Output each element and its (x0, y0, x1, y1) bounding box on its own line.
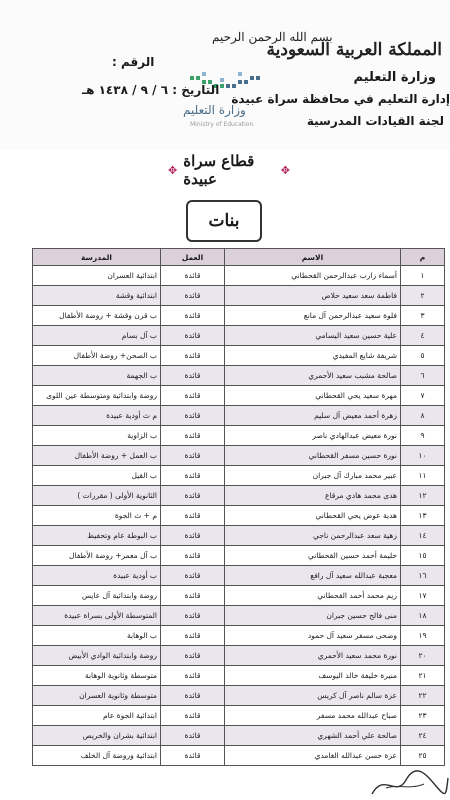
row-school: ب البوطة عام وتحفيظ (33, 526, 161, 546)
table-row (33, 306, 445, 326)
letterhead (0, 0, 450, 150)
row-school: ابتدائية وقشة (33, 286, 161, 306)
row-work: قائدة (161, 726, 225, 746)
row-school: ب آل معمر+ روضة الأطفال (33, 546, 161, 566)
ministry-logo-english: Ministry of Education (190, 121, 254, 128)
row-number: ٣ (401, 306, 445, 326)
row-work: قائدة (161, 646, 225, 666)
row-number: ٦ (401, 366, 445, 386)
row-number: ١١ (401, 466, 445, 486)
row-school: ب العمل + روضة الأطفال (33, 446, 161, 466)
row-school: ابتدائية الجوة عام (33, 706, 161, 726)
row-work: قائدة (161, 386, 225, 406)
header-num: م (401, 249, 445, 266)
row-number: ٢١ (401, 666, 445, 686)
signature-icon (366, 768, 450, 800)
row-work: قائدة (161, 586, 225, 606)
row-name: منى فالح حسين جبران (225, 606, 401, 626)
row-name: هدى محمد هادي مرقاع (225, 486, 401, 506)
committee-title: لجنة القيادات المدرسية (306, 114, 444, 128)
row-work: قائدة (161, 506, 225, 526)
row-school: روضة وابتدائية ومتوسطة عين اللوى (33, 386, 161, 406)
row-number: ١٩ (401, 626, 445, 646)
row-name: زهرة أحمد معيض آل سليم (225, 406, 401, 426)
row-name: معجبة عبدالله سعيد آل رافع (225, 566, 401, 586)
row-name: حليمة أحمد حسين القحطاني (225, 546, 401, 566)
row-work: قائدة (161, 706, 225, 726)
row-school: متوسطة وثانوية العسران (33, 686, 161, 706)
row-work: قائدة (161, 546, 225, 566)
row-work: قائدة (161, 566, 225, 586)
row-number: ١٨ (401, 606, 445, 626)
table-row (33, 546, 445, 566)
header-work: العمل (161, 249, 225, 266)
directorate-title: إدارة التعليم في محافظة سراة عبيدة (231, 92, 450, 106)
row-work: قائدة (161, 406, 225, 426)
row-work: قائدة (161, 486, 225, 506)
table-row (33, 286, 445, 306)
row-work: قائدة (161, 306, 225, 326)
sector-title-text: قطاع سراة عبيدة (183, 152, 255, 188)
row-name: فلوة سعيد عبدالرحمن آل مانع (225, 306, 401, 326)
row-name: علية حسين سعيد اليسامي (225, 326, 401, 346)
ornament-icon: ✥ (280, 163, 290, 177)
row-number: ١٧ (401, 586, 445, 606)
table-row (33, 426, 445, 446)
row-number: ١٥ (401, 546, 445, 566)
row-school: ب الصحن+ روضة الأطفال (33, 346, 161, 366)
leaders-table (32, 248, 445, 766)
document-date: التاريخ : ٦ / ٩ / ١٤٣٨ هـ (82, 83, 220, 97)
row-number: ١٠ (401, 446, 445, 466)
row-work: قائدة (161, 466, 225, 486)
bismillah-calligraphy: بسم الله الرحمن الرحيم (212, 30, 333, 44)
row-work: قائدة (161, 326, 225, 346)
table-row (33, 646, 445, 666)
row-school: م ث أودية عبيدة (33, 406, 161, 426)
row-name: أسماء زارب عبدالرحمن القحطاني (225, 266, 401, 286)
table-row (33, 326, 445, 346)
row-number: ٢٣ (401, 706, 445, 726)
row-work: قائدة (161, 686, 225, 706)
table-row (33, 666, 445, 686)
row-name: صالحة مشبب سعيد الأحمري (225, 366, 401, 386)
ornament-icon: ✥ (168, 163, 178, 177)
row-number: ٨ (401, 406, 445, 426)
row-number: ٢٥ (401, 746, 445, 766)
row-school: ابتدائية وروضة آل الخلف (33, 746, 161, 766)
row-name: ريم محمد أحمد القحطاني (225, 586, 401, 606)
row-number: ٢٤ (401, 726, 445, 746)
table-row (33, 606, 445, 626)
row-work: قائدة (161, 746, 225, 766)
table-row (33, 266, 445, 286)
row-name: شريفة شايع المفيدي (225, 346, 401, 366)
row-name: نورة معيض عبدالهادي ناصر (225, 426, 401, 446)
reference-number-label: الرقم : (112, 55, 155, 69)
row-school: المتوسطة الأولى بسراة عبيدة (33, 606, 161, 626)
row-work: قائدة (161, 446, 225, 466)
row-name: وضحى مسفر سعيد آل حمود (225, 626, 401, 646)
row-name: صالحة علي أحمد الشهري (225, 726, 401, 746)
row-name: عزة سالم ناصر آل كريس (225, 686, 401, 706)
row-name: فاطمة سعد سعيد حلاص (225, 286, 401, 306)
row-number: ١ (401, 266, 445, 286)
row-number: ١٤ (401, 526, 445, 546)
row-school: ب آل بسام (33, 326, 161, 346)
table-row (33, 686, 445, 706)
table-row (33, 706, 445, 726)
row-school: الثانوية الأولى ( مقررات ) (33, 486, 161, 506)
row-name: عبير محمد مبارك آل جبران (225, 466, 401, 486)
row-work: قائدة (161, 426, 225, 446)
row-number: ١٦ (401, 566, 445, 586)
row-school: م + ث الجوة (33, 506, 161, 526)
row-school: ب الوهابة (33, 626, 161, 646)
row-school: ب القيل (33, 466, 161, 486)
gender-label-box: بنات (186, 200, 262, 242)
ministry-logo-arabic: وزارة التعليم (183, 103, 246, 117)
row-name: نورة حسين مسفر القحطاني (225, 446, 401, 466)
table-row (33, 586, 445, 606)
row-name: نورة محمد سعيد الأحمري (225, 646, 401, 666)
row-name: عزة حسن عبدالله الغامدي (225, 746, 401, 766)
row-work: قائدة (161, 366, 225, 386)
table-row (33, 366, 445, 386)
table-row (33, 346, 445, 366)
row-work: قائدة (161, 626, 225, 646)
row-school: ب أودية عبيدة (33, 566, 161, 586)
table-row (33, 526, 445, 546)
row-number: ٩ (401, 426, 445, 446)
table-row (33, 626, 445, 646)
row-number: ٥ (401, 346, 445, 366)
table-row (33, 446, 445, 466)
row-school: متوسطة وثانوية الوهابة (33, 666, 161, 686)
table-row (33, 726, 445, 746)
row-number: ٢٠ (401, 646, 445, 666)
table-row (33, 386, 445, 406)
header-school: المدرسة (33, 249, 161, 266)
table-header-row (33, 249, 445, 266)
row-number: ٢ (401, 286, 445, 306)
row-number: ٢٢ (401, 686, 445, 706)
row-school: روضة وابتدائية الوادي الأبيض (33, 646, 161, 666)
table-row (33, 566, 445, 586)
row-work: قائدة (161, 666, 225, 686)
row-school: ابتدائية بشران والخريص (33, 726, 161, 746)
row-school: روضة وابتدائية آل عايس (33, 586, 161, 606)
table-body (33, 266, 445, 766)
row-school: ابتدائية العسران (33, 266, 161, 286)
row-number: ٧ (401, 386, 445, 406)
ministry-title: وزارة التعليم (353, 70, 436, 85)
row-number: ١٣ (401, 506, 445, 526)
table-row (33, 746, 445, 766)
table-row (33, 406, 445, 426)
table-row (33, 486, 445, 506)
row-number: ٤ (401, 326, 445, 346)
row-work: قائدة (161, 286, 225, 306)
row-name: منيرة خليفة خالد اليوسف (225, 666, 401, 686)
row-work: قائدة (161, 526, 225, 546)
row-work: قائدة (161, 606, 225, 626)
row-school: ب الزاوية (33, 426, 161, 446)
row-work: قائدة (161, 266, 225, 286)
table-row (33, 506, 445, 526)
header-name: الاسم (225, 249, 401, 266)
row-name: مهرة سعيد يحي القحطاني (225, 386, 401, 406)
row-name: زهية سعد عبدالرحمن ناجي (225, 526, 401, 546)
row-school: ب الجهمة (33, 366, 161, 386)
kingdom-title: المملكة العربية السعودية (266, 40, 442, 60)
sector-title (168, 152, 290, 188)
row-name: هدية عوض يحي القحطاني (225, 506, 401, 526)
row-work: قائدة (161, 346, 225, 366)
row-number: ١٢ (401, 486, 445, 506)
row-name: صباح عبدالله محمد مسفر (225, 706, 401, 726)
row-school: ب قرن وقشة + روضة الأطفال (33, 306, 161, 326)
table-row (33, 466, 445, 486)
